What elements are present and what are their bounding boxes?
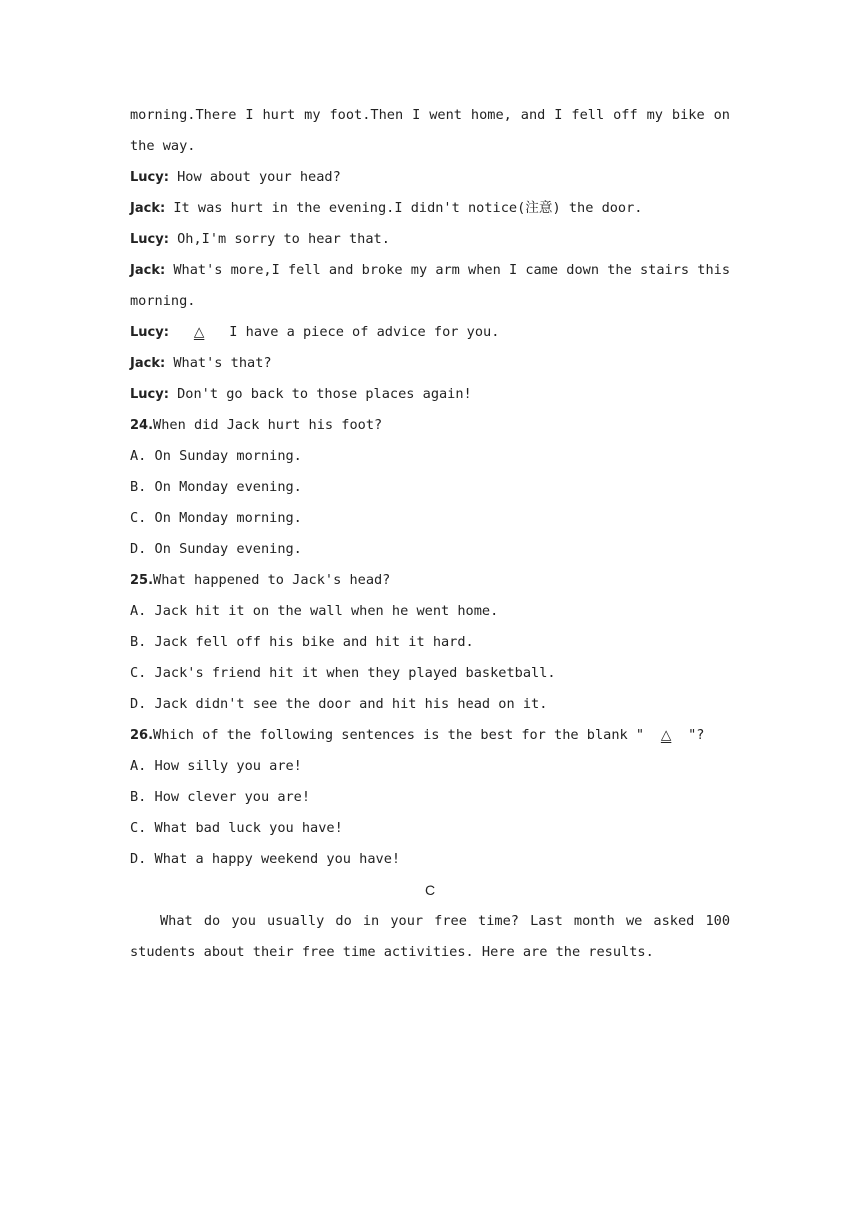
answer-option: C. What bad luck you have! <box>130 820 343 836</box>
speaker-label: Jack: <box>130 263 166 278</box>
dialogue-line <box>130 379 730 410</box>
answer-option: C. On Monday morning. <box>130 510 302 526</box>
answer-option: D. On Sunday evening. <box>130 541 302 557</box>
speaker-label: Lucy: <box>130 325 169 340</box>
speaker-label: Jack: <box>130 201 166 216</box>
question-stem <box>130 410 730 441</box>
dialogue-line <box>130 348 730 379</box>
section-heading: C <box>424 882 436 898</box>
question-text: When did Jack hurt his foot? <box>153 417 383 433</box>
dialogue-line <box>130 193 730 224</box>
dialogue-line <box>130 224 730 255</box>
answer-option: A. Jack hit it on the wall when he went home. <box>130 603 499 619</box>
answer-option: B. How clever you are! <box>130 789 311 805</box>
section-intro-paragraph: What do you usually do in your free time? Last month we asked 100 students about their free time activities. Here are the results. <box>130 913 730 960</box>
dialogue-line <box>130 162 730 193</box>
speaker-label: Lucy: <box>130 232 169 247</box>
dialogue-text: It was hurt in the evening.I didn't notice(注意) the door. <box>173 200 643 216</box>
question-text-end: "? <box>688 727 705 743</box>
dialogue-text: What's that? <box>173 355 272 371</box>
question-text: What happened to Jack's head? <box>153 572 391 588</box>
question-stem <box>130 720 730 751</box>
answer-blank: △ <box>660 727 672 743</box>
dialogue-text: How about your head? <box>177 169 341 185</box>
answer-option: A. On Sunday morning. <box>130 448 302 464</box>
answer-option: D. What a happy weekend you have! <box>130 851 401 867</box>
answer-option: A. How silly you are! <box>130 758 302 774</box>
answer-option: C. Jack's friend hit it when they played basketball. <box>130 665 556 681</box>
question-stem <box>130 565 730 596</box>
speaker-label: Lucy: <box>130 170 169 185</box>
speaker-label: Jack: <box>130 356 166 371</box>
dialogue-text: I have a piece of advice for you. <box>229 324 500 340</box>
question-text: Which of the following sentences is the best for the blank " <box>153 727 645 743</box>
passage-continuation: morning.There I hurt my foot.Then I went home, and I fell off my bike on the way. <box>130 107 730 154</box>
speaker-label: Lucy: <box>130 387 169 402</box>
dialogue-line <box>130 317 730 348</box>
dialogue-line <box>130 255 730 317</box>
answer-blank: △ <box>193 324 205 340</box>
question-number: 24. <box>130 418 154 433</box>
dialogue-text: What's more,I fell and broke my arm when I came down the stairs this morning. <box>130 262 730 309</box>
answer-option: B. Jack fell off his bike and hit it hard. <box>130 634 474 650</box>
answer-option: D. Jack didn't see the door and hit his head on it. <box>130 696 548 712</box>
question-number: 26. <box>130 728 154 743</box>
dialogue-text: Don't go back to those places again! <box>177 386 472 402</box>
worksheet-page <box>130 100 730 968</box>
question-number: 25. <box>130 573 154 588</box>
dialogue-text: Oh,I'm sorry to hear that. <box>177 231 390 247</box>
answer-option: B. On Monday evening. <box>130 479 302 495</box>
